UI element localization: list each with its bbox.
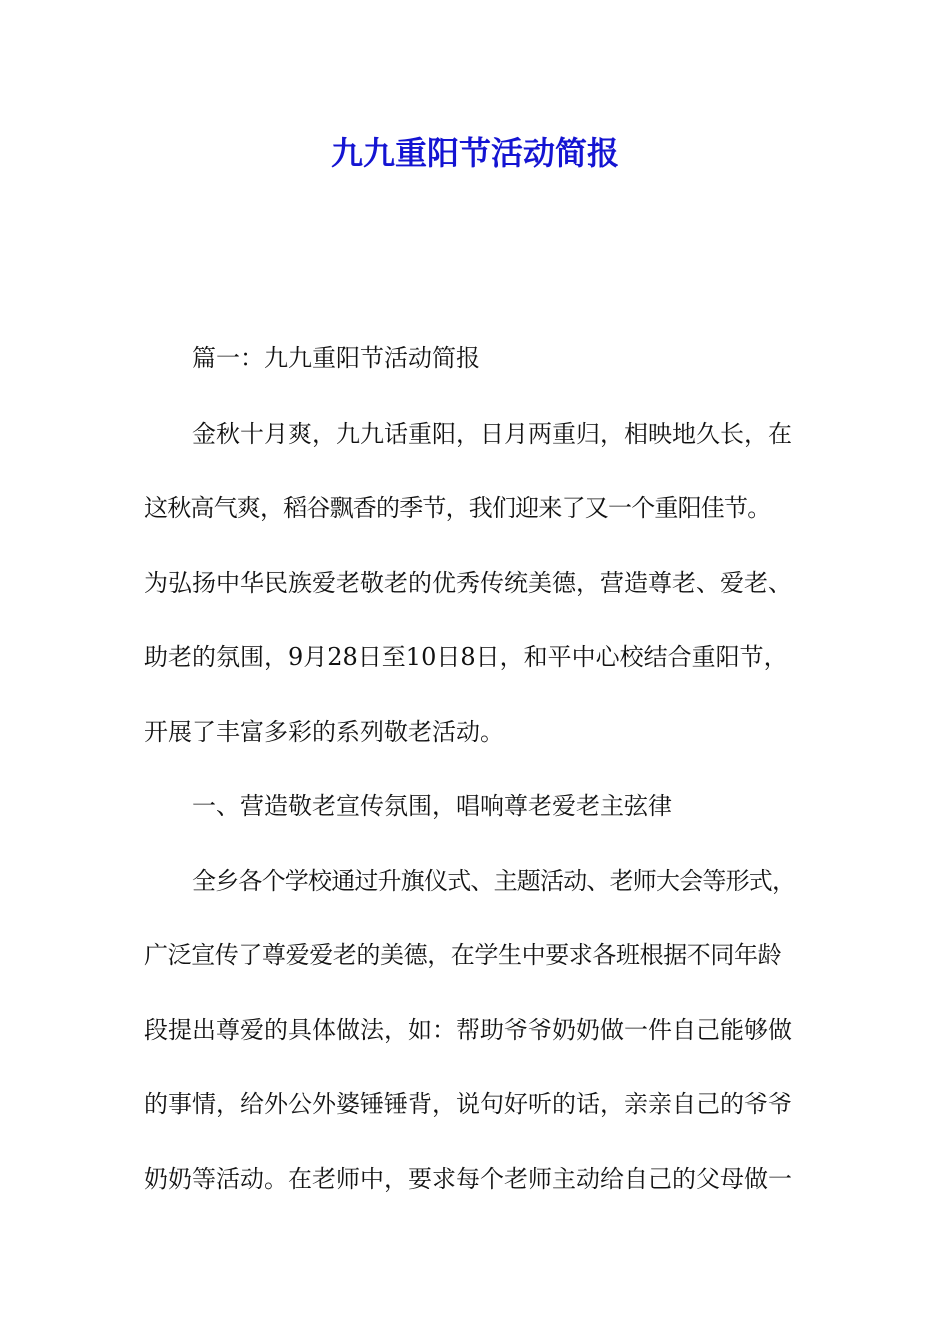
paragraph-line: 段提出尊爱的具体做法，如：帮助爷爷奶奶做一件自己能够做: [144, 1016, 792, 1044]
paragraph-line: 这秋高气爽，稻谷飘香的季节，我们迎来了又一个重阳佳节。: [144, 494, 771, 522]
section-heading: 一、营造敬老宣传氛围，唱响尊老爱老主弦律: [192, 792, 672, 820]
paragraph-line: 广泛宣传了尊爱爱老的美德，在学生中要求各班根据不同年龄: [144, 941, 782, 969]
paragraph-line: 全乡各个学校通过升旗仪式、主题活动、老师大会等形式，: [192, 867, 796, 895]
paragraph-line: 为弘扬中华民族爱老敬老的优秀传统美德，营造尊老、爱老、: [144, 569, 792, 597]
document-title: 九九重阳节活动简报: [330, 134, 619, 172]
paragraph-line: 金秋十月爽，九九话重阳，日月两重归，相映地久长，在: [192, 420, 792, 448]
paragraph-line: 奶奶等活动。在老师中，要求每个老师主动给自己的父母做一: [144, 1165, 792, 1193]
paragraph-line: 开展了丰富多彩的系列敬老活动。: [144, 718, 504, 746]
section-heading: 篇一：九九重阳节活动简报: [192, 344, 480, 372]
paragraph-line: 的事情，给外公外婆锤锤背，说句好听的话，亲亲自己的爷爷: [144, 1090, 792, 1118]
paragraph-line: 助老的氛围，9月28日至10日8日，和平中心校结合重阳节，: [144, 643, 788, 671]
